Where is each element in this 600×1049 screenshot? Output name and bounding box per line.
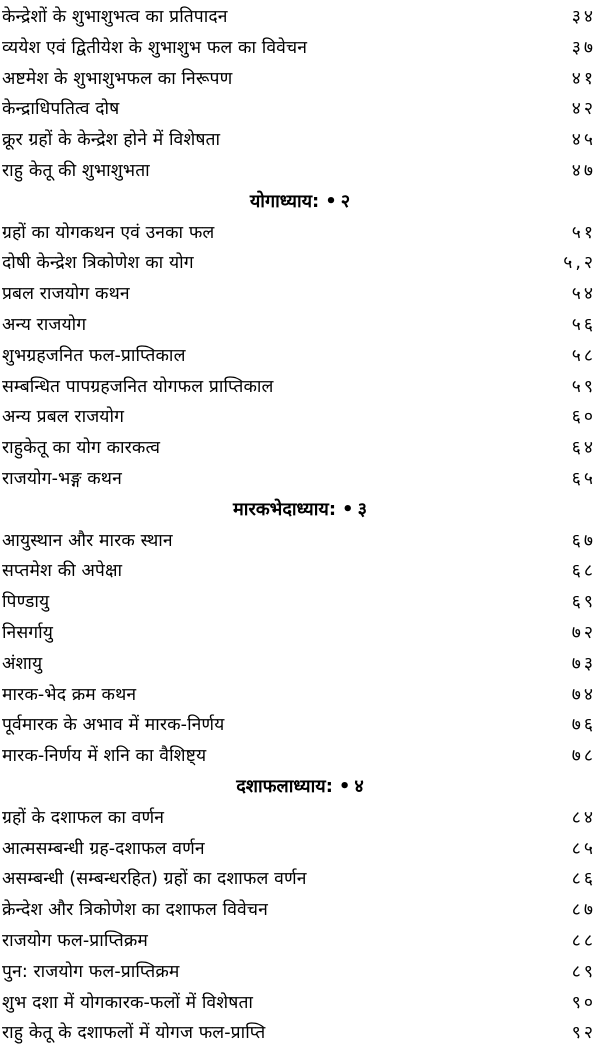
entry-title: दोषी केन्द्रेश त्रिकोणेश का योग bbox=[2, 253, 194, 274]
entry-page-number: ५,२ bbox=[563, 253, 596, 274]
toc-entry[interactable] bbox=[0, 341, 600, 372]
toc-entry[interactable] bbox=[0, 279, 600, 310]
chapter-title: मारकभेदाध्याय: bbox=[233, 498, 337, 520]
entry-page-number: ४७ bbox=[571, 160, 596, 181]
entry-page-number: ४१ bbox=[571, 68, 596, 89]
entry-title: अंशायु bbox=[2, 653, 43, 674]
entry-page-number: ६५ bbox=[571, 468, 596, 489]
entry-title: सम्बन्धित पापग्रहजनित योगफल प्राप्तिकाल bbox=[2, 376, 274, 397]
toc-entry[interactable] bbox=[0, 156, 600, 187]
chapter-number: ३ bbox=[357, 498, 367, 520]
entry-title: व्ययेश एवं द्वितीयेश के शुभाशुभ फल का विवेचन bbox=[2, 37, 308, 58]
entry-page-number: ८४ bbox=[571, 807, 596, 828]
entry-page-number: ६४ bbox=[571, 438, 596, 459]
entry-page-number: ७४ bbox=[571, 684, 596, 705]
entry-title: निसर्गायु bbox=[2, 622, 54, 643]
entry-page-number: ७८ bbox=[571, 746, 596, 767]
entry-title: शुभग्रहजनित फल-प्राप्तिकाल bbox=[2, 345, 186, 366]
toc-entry[interactable] bbox=[0, 218, 600, 249]
bullet-separator: • bbox=[342, 498, 354, 520]
toc-entry[interactable] bbox=[0, 526, 600, 557]
toc-entry[interactable] bbox=[0, 433, 600, 464]
toc-entry[interactable] bbox=[0, 310, 600, 341]
entry-title: क्रेन्देश और त्रिकोणेश का दशाफल विवेचन bbox=[2, 900, 268, 921]
toc-entry[interactable] bbox=[0, 957, 600, 988]
toc-entry[interactable] bbox=[0, 464, 600, 495]
toc-entry[interactable] bbox=[0, 1018, 600, 1049]
entry-page-number: ८६ bbox=[571, 869, 596, 890]
entry-page-number: ६७ bbox=[571, 530, 596, 551]
entry-page-number: ४२ bbox=[571, 99, 596, 120]
toc-entry[interactable] bbox=[0, 33, 600, 64]
entry-title: आत्मसम्बन्धी ग्रह-दशाफल वर्णन bbox=[2, 838, 205, 859]
bullet-separator: • bbox=[325, 190, 337, 212]
toc-entry[interactable] bbox=[0, 864, 600, 895]
toc-entry[interactable] bbox=[0, 556, 600, 587]
toc-entry[interactable] bbox=[0, 680, 600, 711]
entry-title: केन्द्राधिपतित्व दोष bbox=[2, 99, 120, 120]
toc-entry[interactable] bbox=[0, 125, 600, 156]
chapter-number: ४ bbox=[354, 775, 364, 797]
toc-entry[interactable] bbox=[0, 618, 600, 649]
entry-title: असम्बन्धी (सम्बन्धरहित) ग्रहों का दशाफल वर्णन bbox=[2, 869, 307, 890]
toc-entry[interactable] bbox=[0, 926, 600, 957]
toc-entry[interactable] bbox=[0, 248, 600, 279]
entry-page-number: ८९ bbox=[571, 961, 596, 982]
entry-page-number: ७३ bbox=[571, 653, 596, 674]
entry-page-number: ५९ bbox=[571, 376, 596, 397]
toc-entry[interactable] bbox=[0, 94, 600, 125]
toc-entry[interactable] bbox=[0, 649, 600, 680]
entry-title: राहु केतू की शुभाशुभता bbox=[2, 160, 150, 181]
entry-title: ग्रहों के दशाफल का वर्णन bbox=[2, 807, 165, 828]
entry-title: शुभ दशा में योगकारक-फलों में विशेषता bbox=[2, 992, 254, 1013]
entry-title: सप्तमेश की अपेक्षा bbox=[2, 561, 123, 582]
entry-page-number: ९० bbox=[571, 992, 596, 1013]
toc-entry[interactable] bbox=[0, 64, 600, 95]
entry-title: अन्य राजयोग bbox=[2, 314, 87, 335]
bullet-separator: • bbox=[338, 775, 351, 797]
chapter-heading bbox=[0, 495, 600, 526]
entry-title: क्रूर ग्रहों के केन्द्रेश होने में विशेषता bbox=[2, 130, 221, 151]
toc-entry[interactable] bbox=[0, 895, 600, 926]
entry-page-number: ९२ bbox=[571, 1023, 596, 1044]
toc-entry[interactable] bbox=[0, 741, 600, 772]
entry-page-number: ६९ bbox=[571, 592, 596, 613]
entry-page-number: ५४ bbox=[571, 284, 596, 305]
entry-title: पूर्वमारक के अभाव में मारक-निर्णय bbox=[2, 715, 225, 736]
entry-page-number: ४५ bbox=[571, 130, 596, 151]
entry-page-number: ५८ bbox=[571, 345, 596, 366]
entry-title: अन्य प्रबल राजयोग bbox=[2, 407, 125, 428]
entry-title: मारक-निर्णय में शनि का वैशिष्ट्य bbox=[2, 746, 207, 767]
entry-page-number: ७२ bbox=[571, 622, 596, 643]
entry-title: केन्द्रेशों के शुभाशुभत्व का प्रतिपादन bbox=[2, 7, 228, 27]
chapter-title: योगाध्याय: bbox=[249, 190, 320, 212]
entry-page-number: ८८ bbox=[571, 930, 596, 951]
toc-entry[interactable] bbox=[0, 988, 600, 1019]
entry-title: पिण्डायु bbox=[2, 592, 50, 613]
toc-entry[interactable] bbox=[0, 803, 600, 834]
entry-page-number: ५६ bbox=[571, 314, 596, 335]
entry-page-number: ८७ bbox=[571, 900, 596, 921]
toc-entry[interactable] bbox=[0, 834, 600, 865]
entry-title: आयुस्थान और मारक स्थान bbox=[2, 530, 173, 551]
toc-entry[interactable] bbox=[0, 587, 600, 618]
entry-title: प्रबल राजयोग कथन bbox=[2, 284, 130, 305]
toc-entry[interactable] bbox=[0, 2, 600, 33]
entry-title: राजयोग-भङ्ग कथन bbox=[2, 468, 122, 489]
toc-entry[interactable] bbox=[0, 402, 600, 433]
chapter-heading bbox=[0, 187, 600, 218]
entry-page-number: ३७ bbox=[571, 37, 596, 58]
chapter-heading bbox=[0, 772, 600, 803]
toc-entry[interactable] bbox=[0, 372, 600, 403]
entry-page-number: ८५ bbox=[571, 838, 596, 859]
entry-page-number: ६८ bbox=[571, 561, 596, 582]
entry-title: राहु केतू के दशाफलों में योगज फल-प्राप्ति bbox=[2, 1023, 266, 1044]
chapter-title: दशाफलाध्याय: bbox=[236, 775, 333, 797]
entry-title: पुन: राजयोग फल-प्राप्तिक्रम bbox=[2, 961, 180, 982]
entry-title: ग्रहों का योगकथन एवं उनका फल bbox=[2, 222, 215, 243]
entry-page-number: ६० bbox=[571, 407, 596, 428]
entry-title: मारक-भेद क्रम कथन bbox=[2, 684, 137, 705]
entry-page-number: ३४ bbox=[571, 7, 596, 27]
toc-entry[interactable] bbox=[0, 710, 600, 741]
entry-title: राजयोग फल-प्राप्तिक्रम bbox=[2, 930, 148, 951]
entry-page-number: ७६ bbox=[571, 715, 596, 736]
entry-title: अष्टमेश के शुभाशुभफल का निरूपण bbox=[2, 68, 233, 89]
entry-page-number: ५१ bbox=[571, 222, 596, 243]
entry-title: राहुकेतू का योग कारकत्व bbox=[2, 438, 161, 459]
chapter-number: २ bbox=[340, 190, 351, 212]
